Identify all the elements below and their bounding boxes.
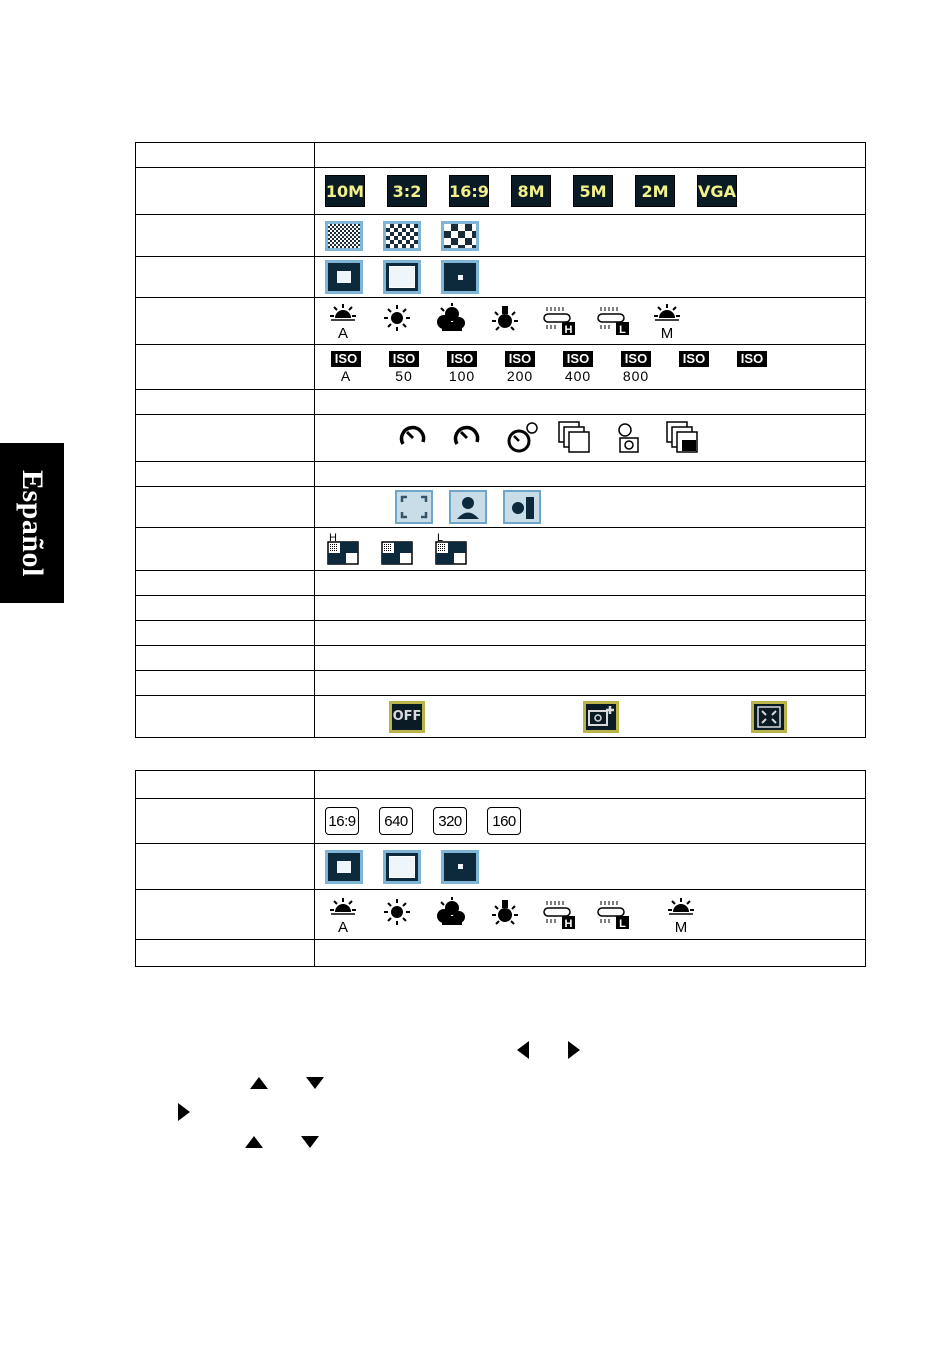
cloudy-icon [433, 896, 469, 934]
iso-label: ISO [563, 351, 593, 367]
stabilizer-row [136, 696, 866, 738]
movie-size-640-icon: 640 [379, 807, 413, 835]
fluorescent-h-icon [541, 302, 577, 340]
stabilizer-off-icon: OFF [389, 701, 425, 733]
blank-row-5 [136, 621, 866, 646]
tungsten-icon [487, 896, 523, 934]
right-arrow-icon-2 [177, 1102, 191, 1122]
language-tab-label: Español [16, 469, 49, 577]
resolution-10m-icon: 10M [325, 175, 365, 207]
fluorescent-l-icon [595, 896, 631, 934]
blank-row-4 [136, 596, 866, 621]
up-arrow-icon-2 [244, 1135, 264, 1149]
movie-menu-table [135, 770, 866, 967]
iso-100-icon [441, 351, 483, 384]
iso-value: 50 [395, 367, 413, 384]
sharpness-row [136, 528, 866, 571]
stabilizer-on-icon [583, 701, 619, 733]
iso-800-icon [615, 351, 657, 384]
resolution-8m-icon: 8M [511, 175, 551, 207]
spot-icon [441, 850, 479, 884]
blank-row-7 [136, 671, 866, 696]
iso-value: 200 [506, 367, 534, 384]
iso-extra-7-icon [731, 351, 773, 368]
self-timer-10s-icon [449, 420, 485, 456]
multi-icon [383, 260, 421, 294]
face-detect-side-icon [503, 490, 541, 524]
down-arrow-icon [305, 1076, 325, 1090]
sharp-high-icon [325, 532, 361, 566]
iso-label: ISO [737, 351, 767, 367]
sharp-low-letter: L [437, 532, 444, 544]
face-detect-icon [449, 490, 487, 524]
up-arrow-icon [249, 1076, 269, 1090]
right-arrow-icon [567, 1040, 581, 1060]
fluorescent-h-icon [541, 896, 577, 934]
metering-row [136, 257, 866, 298]
table-header-row [136, 143, 866, 168]
movie-fluo-l-letter: L [619, 917, 626, 930]
resolution-16-9-icon: 16:9 [449, 175, 489, 207]
fluorescent-l-icon [595, 302, 631, 340]
iso-a-icon [325, 351, 367, 384]
iso-label: ISO [389, 351, 419, 367]
iso-label: ISO [447, 351, 477, 367]
normal-icon [441, 221, 479, 251]
blank-row-6 [136, 646, 866, 671]
stabilizer-frame-icon [751, 701, 787, 733]
center-weighted-icon [325, 260, 363, 294]
iso-label: ISO [505, 351, 535, 367]
white-balance-row [136, 298, 866, 345]
movie-size-row [136, 799, 866, 844]
iso-50-icon [383, 351, 425, 384]
multi-icon [383, 850, 421, 884]
cloudy-icon [433, 302, 469, 340]
quality-row [136, 215, 866, 257]
continuous-icon [557, 420, 593, 456]
auto-wb-icon [325, 896, 361, 934]
fluo-l-letter: L [619, 324, 626, 336]
down-arrow-icon-2 [300, 1135, 320, 1149]
auto-wb-icon [325, 302, 361, 340]
iso-label: ISO [621, 351, 651, 367]
blank-row-3 [136, 571, 866, 596]
wb-auto-letter: A [337, 325, 349, 340]
center-weighted-icon [325, 850, 363, 884]
daylight-icon [379, 302, 415, 340]
manual-wb-icon [649, 302, 685, 340]
sharp-high-letter: H [329, 532, 337, 544]
movie-size-320-icon: 320 [433, 807, 467, 835]
wb-manual-letter: M [660, 325, 674, 340]
blank-row-1 [136, 390, 866, 415]
resolution-5m-icon: 5M [573, 175, 613, 207]
blank-row-2 [136, 462, 866, 487]
iso-400-icon [557, 351, 599, 384]
movie-size-160-icon: 160 [487, 807, 521, 835]
resolution-2m-icon: 2M [635, 175, 675, 207]
iso-extra-6-icon [673, 351, 715, 368]
movie-size-16-9-icon: 16:9 [325, 807, 359, 835]
face-detect-row [136, 487, 866, 528]
movie-wb-auto-letter: A [337, 918, 349, 934]
iso-value: 800 [622, 367, 650, 384]
iso-label: ISO [331, 351, 361, 367]
self-timer-double-icon [503, 420, 539, 456]
resolution-vga-icon: VGA [697, 175, 737, 207]
movie-wb-manual-letter: M [674, 918, 688, 934]
iso-row [136, 345, 866, 390]
movie-fluo-h-letter: H [564, 917, 573, 930]
high-speed-continuous-icon [665, 420, 701, 456]
manual-wb-icon [663, 896, 699, 934]
iso-value: A [340, 367, 352, 384]
frame-off-icon [395, 490, 433, 524]
smile-shot-icon [611, 420, 647, 456]
tungsten-icon [487, 302, 523, 340]
drive-mode-row [136, 415, 866, 462]
language-tab [0, 443, 64, 603]
movie-white-balance-row [136, 890, 866, 940]
left-arrow-icon [516, 1040, 530, 1060]
self-timer-2s-icon [395, 420, 431, 456]
superfine-icon [325, 221, 363, 251]
iso-label: ISO [679, 351, 709, 367]
iso-value: 100 [448, 367, 476, 384]
movie-header-row [136, 771, 866, 799]
daylight-icon [379, 896, 415, 934]
sharp-low-icon [433, 532, 469, 566]
resolution-row [136, 168, 866, 215]
sharp-normal-icon [379, 532, 415, 566]
iso-value: 400 [564, 367, 592, 384]
resolution-3-2-icon: 3:2 [387, 175, 427, 207]
movie-blank-row [136, 940, 866, 967]
spot-icon [441, 260, 479, 294]
photo-menu-table [135, 142, 866, 738]
fluo-h-letter: H [564, 324, 573, 336]
iso-200-icon [499, 351, 541, 384]
fine-icon [383, 221, 421, 251]
movie-metering-row [136, 844, 866, 890]
